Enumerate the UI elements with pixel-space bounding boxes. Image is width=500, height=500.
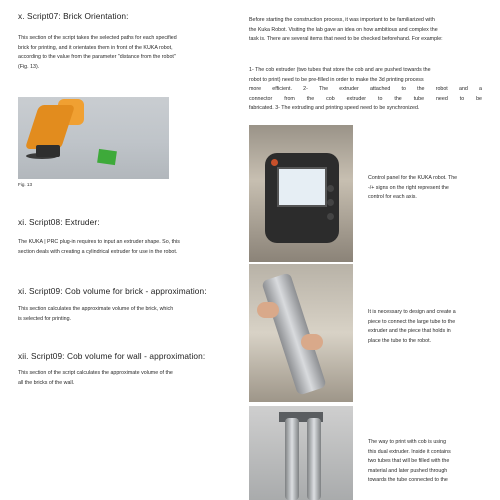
extruder-tube [307,418,321,500]
hand [301,334,323,350]
extruder-tube [285,418,299,500]
text-line: towards the tube connected to the [368,477,448,484]
caption-control-panel [368,174,482,203]
kuka-control-panel-photo [249,125,353,262]
robot-arm [25,105,75,149]
hand [257,302,279,318]
caption-dual-extruder [368,438,482,486]
text-line: control for each axis. [368,194,417,201]
text-line: Before starting the construction process, it was important to be familiarized with [249,17,435,23]
text-line: piece to connect the large tube to the [368,318,456,325]
text-line: is selected for printing. [18,315,71,322]
text-line: robot to print) need to be pre-filled in order to make the 3d printing process [249,76,424,83]
axis-control [327,185,334,192]
text-line: this dual extruder. Inside it contains [368,448,451,455]
text-line: The KUKA | PRC plug-in requires to input an extruder shape. So, this [18,239,180,245]
text-line: -/+ signs on the right represent the [368,184,449,191]
robot-extruder-tool [36,145,60,157]
caption-tube-connector [368,308,482,346]
text-line: The way to print with cob is using [368,439,447,445]
figure-caption: Fig. 13 [18,182,33,187]
text-line: This section of the script takes the selected paths for each specified [18,35,177,41]
text-line: more efficient. 2- The extruder attached to the robot and a [249,86,482,93]
text-line: This section of the script calculates the approximate volume of the [18,370,173,376]
section-body-cob-volume-brick [18,305,214,324]
section-body-cob-volume-wall [18,369,214,388]
intro-paragraph [249,16,482,45]
checklist-paragraph [249,66,482,114]
text-line: Control panel for the KUKA robot. The [368,175,458,181]
axis-control [327,199,334,206]
axis-control [327,213,334,220]
text-line: 1- The cob extruder (two tubes that store the cob and are pushed towards the [249,67,431,73]
emergency-stop [271,159,278,166]
green-brick [97,149,117,165]
text-line: fabricated. 3- The extruding and printing speed need to be synchronized. [249,105,420,112]
text-line: It is necessary to design and create a [368,309,456,315]
text-line: This section calculates the approximate volume of the brick, which [18,306,174,312]
text-line: all the bricks of the wall. [18,379,75,386]
text-line: place the tube to the robot. [368,337,432,344]
section-body-extruder [18,238,214,257]
tube-connector-photo [249,264,353,402]
text-line: material and later pushed through [368,467,448,474]
text-line: task is. There are several items that need to be checked beforehand. For example: [249,36,443,43]
section-title-extruder: xi. Script08: Extruder: [18,217,100,227]
section-title-cob-volume-brick: xi. Script09: Cob volume for brick - approximation: [18,286,207,296]
section-body-brick-orientation [18,34,214,72]
text-line: extruder and the piece that holds in [368,328,451,335]
text-line: (Fig. 13). [18,63,40,70]
text-line: brick for printing, and it orientates them in front of the KUKA robot, [18,44,173,51]
section-title-brick-orientation: x. Script07: Brick Orientation: [18,11,129,21]
robot-render-figure [18,97,169,179]
text-line: section deals with creating a cylindrical extruder for use in the robot. [18,248,178,255]
section-title-cob-volume-wall: xii. Script09: Cob volume for wall - approximation: [18,351,206,361]
dual-extruder-photo [249,406,353,500]
text-line: according to the value from the parameter "distance from the robot" [18,54,176,61]
text-line: the Kuka Robot. Visiting the lab gave an idea on how ambitious and complex the [249,26,438,33]
text-line: two tubes that will be filled with the [368,458,450,465]
text-line: connector from the cob extruder to the tube need to be [249,95,482,102]
pendant-screen [277,167,327,207]
